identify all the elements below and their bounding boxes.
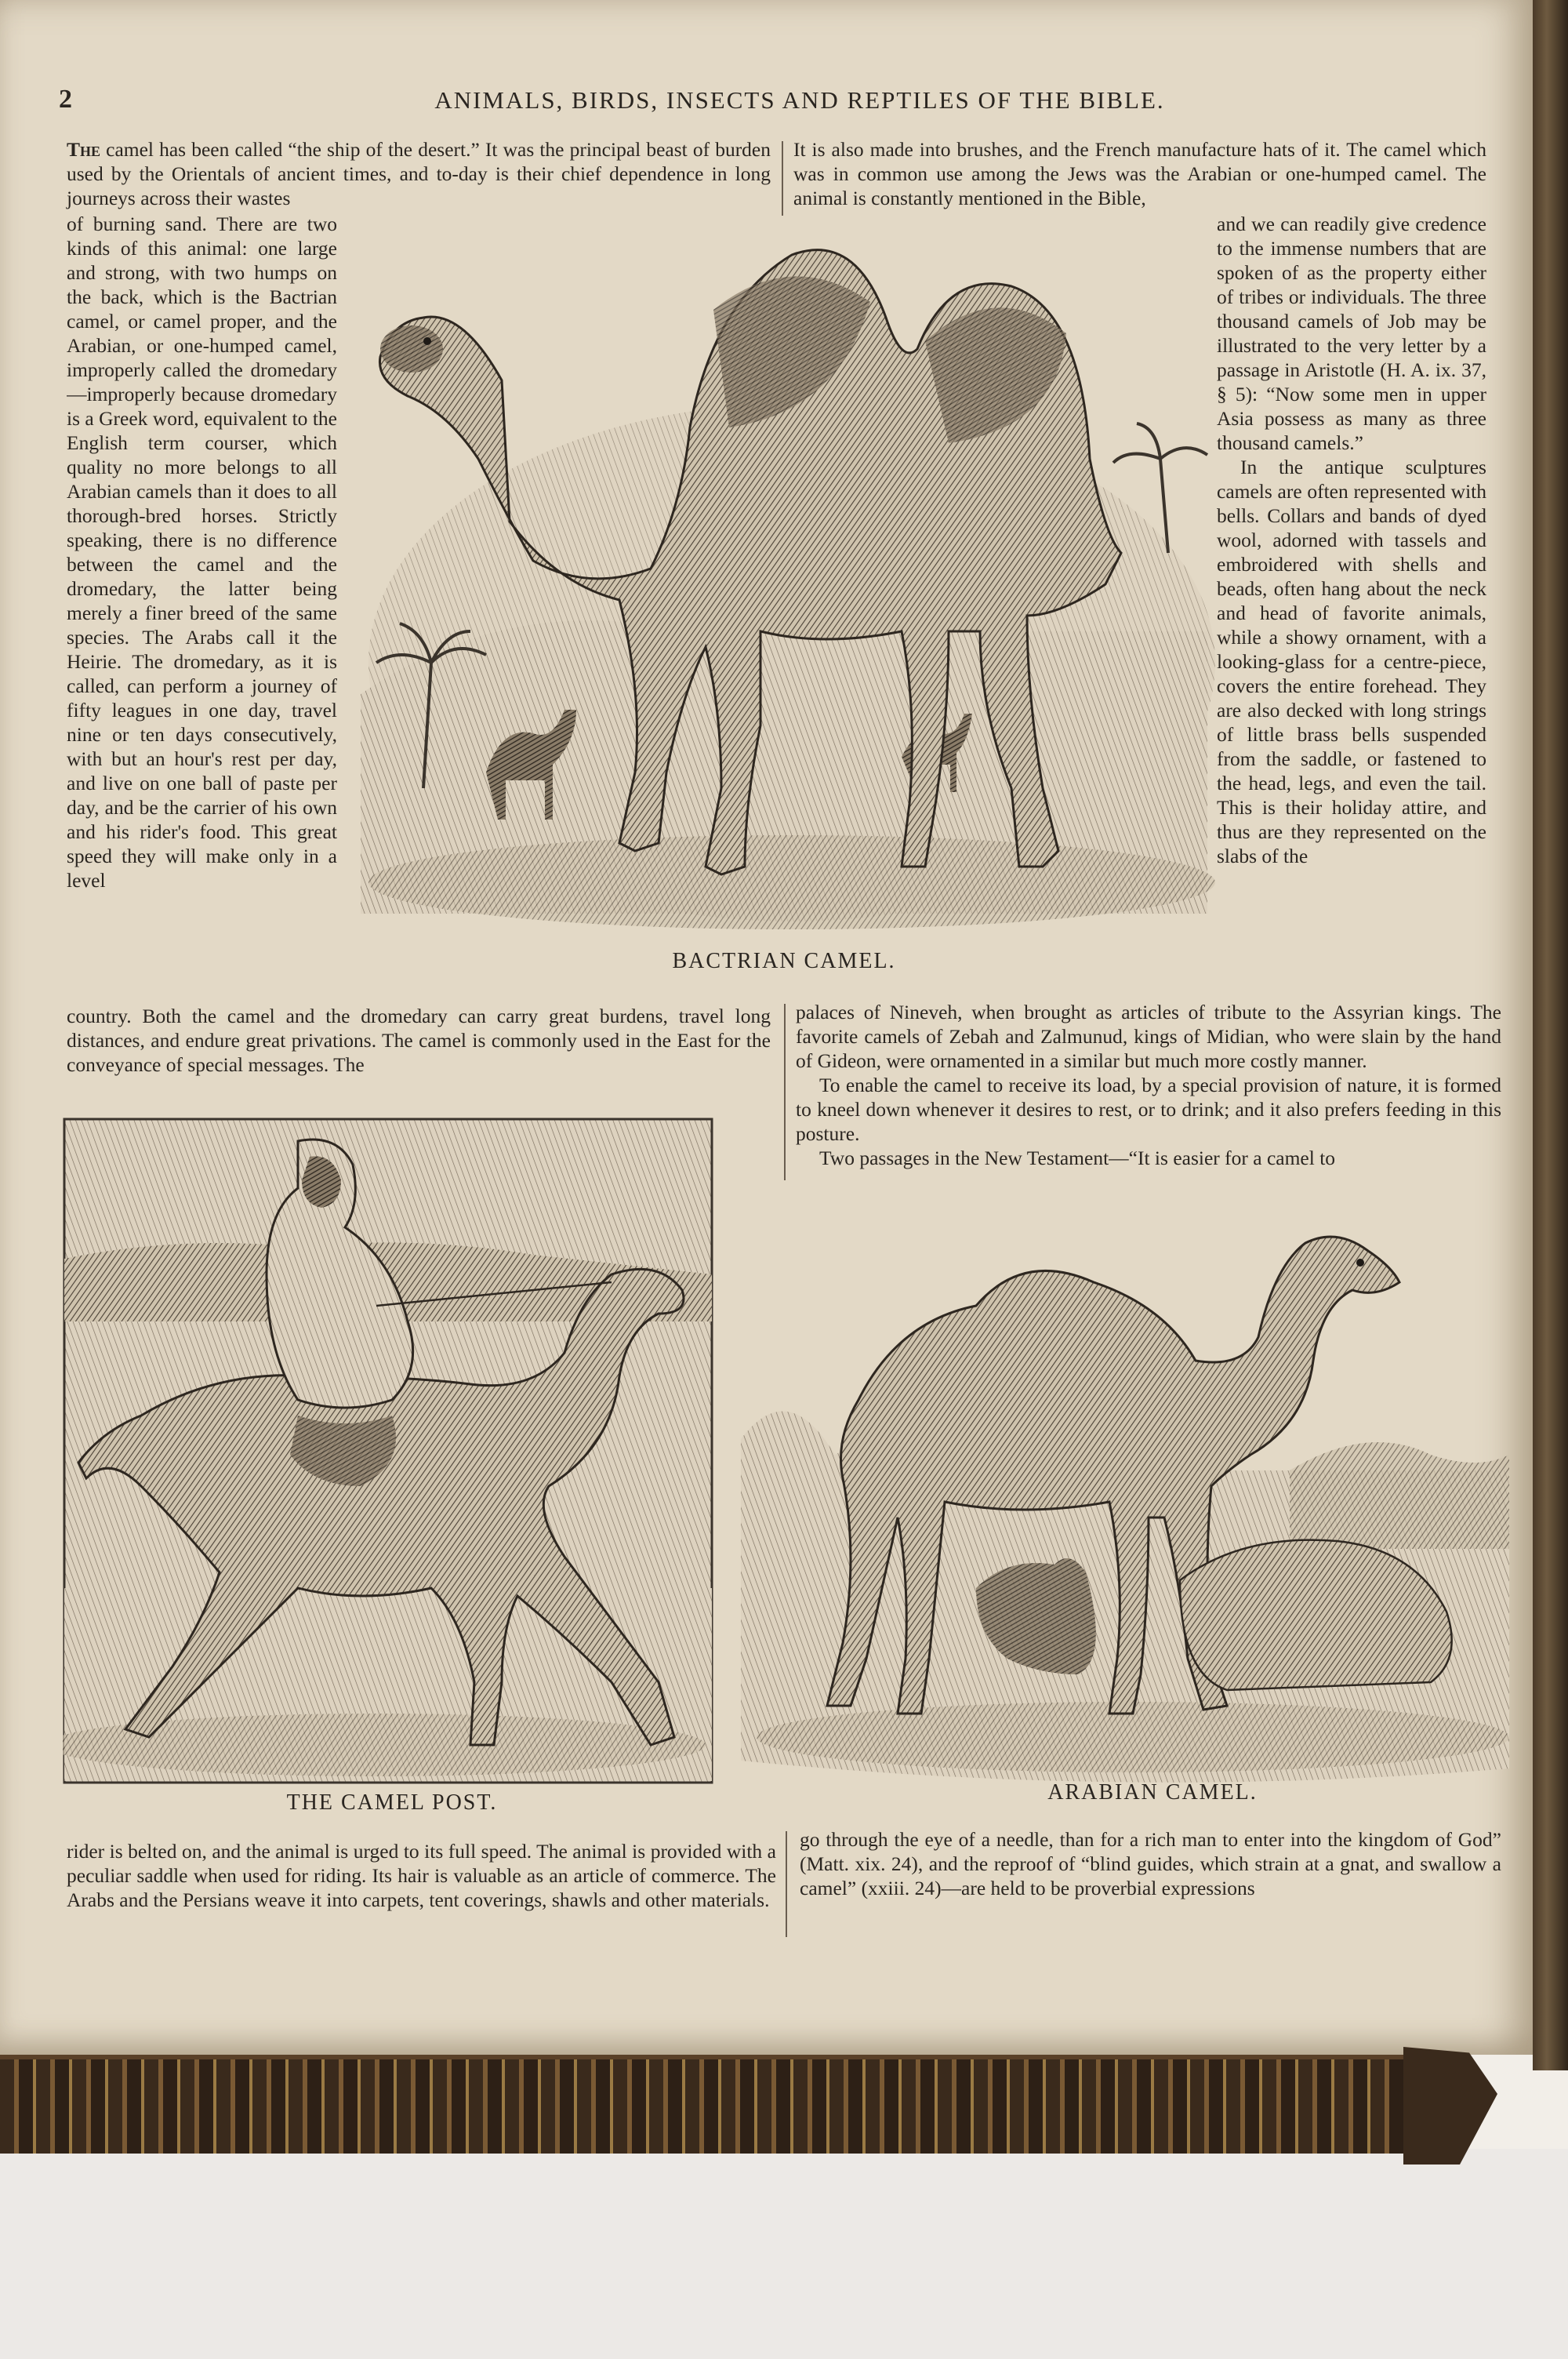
left-column-intro xyxy=(67,137,771,210)
right-column-mid xyxy=(796,1000,1501,1170)
camel-kinds-paragraph: of burning sand. There are two kinds of this animal: one large and strong, with two humps on the back, which is the Bactrian camel, or camel proper, and the Arabian, or one-humped camel, improperly called the dromedary—improperly because dromedary is a Greek word, equivalent to the English term courser, which quality no more belongs to all Arabian camels than it does to all thorough-bred horses. Strictly speaking, there is no difference between the camel and the dromedary, the latter being merely a finer breed of the same species. The Arabs call it the Heirie. The dromedary, as it is called, can perform a journey of fifty leagues in one day, travel nine or ten days consecutively, with but an hour's rest per day, and live on one ball of paste per day, and be the carrier of his own and his rider's food. This great speed they will make only in a level xyxy=(67,213,337,892)
left-narrow-column xyxy=(67,212,337,1000)
camel-post-caption: THE CAMEL POST. xyxy=(286,1790,498,1815)
right-column-top xyxy=(793,137,1486,210)
needle-paragraph: go through the eye of a needle, than for a rich man to enter into the kingdom of God” (Matt. xix. 24), and the reproof of “blind guides, which strain at a gnat, and swallow a camel” (xxiii. 24)—are held to be proverbial expressions xyxy=(800,1828,1501,1899)
column-rule-bottom xyxy=(786,1831,787,1937)
background-surface xyxy=(0,2149,1568,2359)
book-spine xyxy=(1533,0,1568,2070)
drop-lead: The xyxy=(67,138,101,161)
bactrian-camel-engraving xyxy=(353,224,1215,945)
arabian-camel-engraving xyxy=(741,1219,1509,1784)
column-rule-top xyxy=(782,141,783,216)
book-binding xyxy=(0,2055,1403,2154)
burdens-paragraph: country. Both the camel and the dromedary can carry great burdens, travel long distances, and endure great privations. The camel is commonly used in the East for the conveyance of special messages. The xyxy=(67,1005,771,1076)
camel-post-engraving xyxy=(63,1118,713,1784)
left-column-mid xyxy=(67,1004,771,1077)
bactrian-caption: BACTRIAN CAMEL. xyxy=(672,949,896,973)
left-column-bottom xyxy=(67,1839,776,1912)
right-narrow-column xyxy=(1217,212,1486,1000)
running-title: ANIMALS, BIRDS, INSECTS AND REPTILES OF THE BIBLE. xyxy=(434,86,1165,114)
saddle-paragraph: rider is belted on, and the animal is urged to its full speed. The animal is provided with a peculiar saddle when used for riding. Its hair is valuable as an article of commerce. The Arabs and the Persians weave it into carpets, tent coverings, shawls and other materials. xyxy=(67,1840,776,1911)
brushes-paragraph: It is also made into brushes, and the French manufacture hats of it. The camel which was in common use among the Jews was the Arabian or one-humped camel. The animal is constantly mentioned in the Bible, xyxy=(793,138,1486,209)
job-paragraph: and we can readily give credence to the immense numbers that are spoken of as the property either of tribes or individuals. The three thousand camels of Job may be illustrated to the very letter by a passage in Aristotle (H. A. ix. 37, § 5): “Now some men in upper Asia possess as many as three thousand camels.” xyxy=(1217,213,1486,454)
column-rule-mid xyxy=(784,1004,786,1180)
new-testament-paragraph: Two passages in the New Testament—“It is easier for a camel to xyxy=(819,1147,1336,1169)
nineveh-paragraph: palaces of Nineveh, when brought as articles of tribute to the Assyrian kings. The favorite camels of Zebah and Zalmunud, kings of Midian, who were slain by the hand of Gideon, were ornamented in a similar but much more costly manner. xyxy=(796,1001,1501,1072)
intro-paragraph: camel has been called “the ship of the desert.” It was the principal beast of burden used by the Orientals of ancient times, and to-day is their chief dependence in long journeys across their wastes xyxy=(67,138,771,209)
kneel-paragraph: To enable the camel to receive its load, by a special provision of nature, it is formed to kneel down whenever it desires to rest, or to drink; and it also prefers feeding in this posture. xyxy=(796,1074,1501,1145)
sculptures-paragraph: In the antique sculptures camels are often represented with bells. Collars and bands of dyed wool, adorned with tassels and embroidered with shells and beads, often hang about the neck and head of favorite animals, while a showy ornament, with a looking-glass for a centre-piece, covers the entire forehead. They are also decked with long strings of little brass bells suspended from the saddle, or fastened to the head, legs, and even the tail. This is their holiday attire, and thus are they represented on the slabs of the xyxy=(1217,456,1486,867)
arabian-caption: ARABIAN CAMEL. xyxy=(1047,1780,1258,1805)
page-number: 2 xyxy=(59,85,72,114)
right-column-bottom xyxy=(800,1827,1501,1900)
binding-corner xyxy=(1403,2047,1497,2165)
